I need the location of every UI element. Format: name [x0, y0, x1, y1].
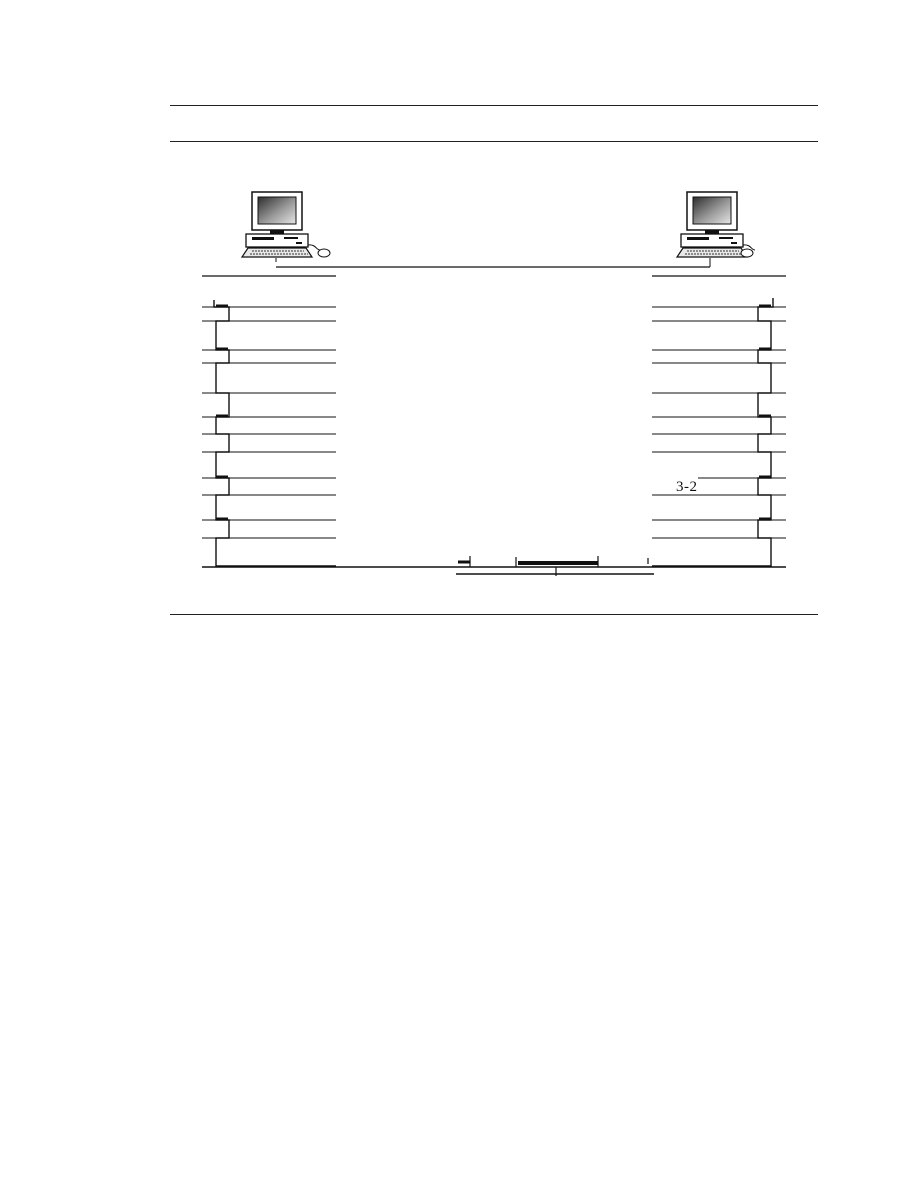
figure-number: 3-2	[676, 479, 698, 495]
center-bus	[456, 556, 654, 576]
right-signal-lines	[652, 307, 786, 538]
left-timing-waveform	[214, 300, 336, 566]
bottom-rule	[170, 614, 818, 615]
right-timing-waveform	[652, 298, 773, 566]
computer-icon	[677, 192, 755, 257]
computer-icon	[242, 192, 330, 257]
left-signal-lines	[202, 307, 336, 538]
